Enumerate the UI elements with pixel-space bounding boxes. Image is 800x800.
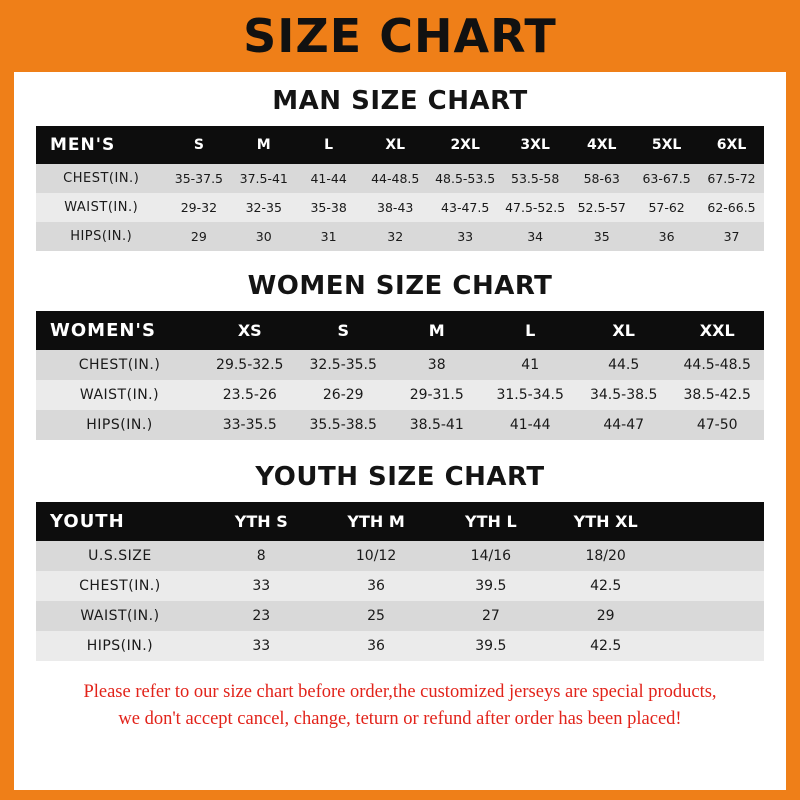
men-header-3xl: 3XL (520, 137, 550, 153)
men-hips-6xl: 37 (723, 229, 740, 244)
women-header-xxl: XXL (699, 321, 735, 340)
youth-waist-s: 23 (252, 608, 271, 624)
women-hips-xxl: 47-50 (696, 417, 738, 433)
youth-chest-label: CHEST(IN.) (79, 578, 161, 594)
women-hips-label: HIPS(IN.) (86, 417, 153, 433)
table-row (36, 631, 764, 661)
women-chest-xl: 44.5 (608, 357, 640, 373)
men-header-5xl: 5XL (651, 137, 682, 153)
note-line-2: we don't accept cancel, change, teturn or refund after order has been placed! (118, 708, 682, 729)
women-chest-l: 41 (521, 357, 540, 373)
youth-header-empty (663, 502, 764, 541)
men-chest-5xl: 63-67.5 (642, 171, 691, 186)
women-waist-xxl: 38.5-42.5 (683, 387, 751, 403)
men-header-6xl: 6XL (716, 137, 747, 153)
women-section-title: WOMEN SIZE CHART (247, 271, 553, 301)
men-chest-4xl: 58-63 (583, 171, 620, 186)
men-waist-2xl: 43-47.5 (441, 200, 490, 215)
women-table-header (36, 311, 764, 350)
youth-hips-l: 39.5 (475, 638, 507, 654)
men-waist-m: 32-35 (245, 200, 282, 215)
women-chest-label: CHEST(IN.) (78, 357, 161, 373)
youth-ussize-m: 10/12 (355, 548, 397, 564)
table-row (36, 164, 764, 193)
women-header-s: S (337, 321, 349, 340)
man-section-title: MAN SIZE CHART (272, 86, 528, 116)
youth-waist-xl: 29 (596, 608, 615, 624)
men-chest-l: 41-44 (310, 171, 347, 186)
men-chest-xl: 44-48.5 (371, 171, 420, 186)
youth-hips-s: 33 (252, 638, 271, 654)
men-waist-4xl: 52.5-57 (577, 200, 626, 215)
men-waist-s: 29-32 (180, 200, 218, 215)
men-table-body (36, 164, 764, 251)
men-hips-label: HIPS(IN.) (70, 229, 133, 244)
table-row (36, 410, 764, 440)
table-row (36, 222, 764, 251)
youth-chest-m: 36 (367, 578, 385, 594)
women-waist-label: WAIST(IN.) (79, 387, 160, 403)
men-waist-xl: 38-43 (377, 200, 414, 215)
men-waist-l: 35-38 (310, 200, 347, 215)
women-chest-xs: 29.5-32.5 (216, 357, 284, 373)
youth-waist-label: WAIST(IN.) (80, 608, 160, 624)
youth-hips-xl: 42.5 (590, 638, 622, 654)
men-hips-s: 29 (190, 229, 207, 244)
women-waist-l: 31.5-34.5 (496, 387, 564, 403)
order-policy-note (14, 679, 786, 733)
men-header-m: M (256, 137, 271, 153)
youth-ussize-s: 8 (256, 548, 266, 564)
men-hips-xl: 32 (387, 229, 404, 244)
men-hips-m: 30 (255, 229, 272, 244)
men-header-s: S (193, 137, 204, 153)
men-chest-m: 37.5-41 (239, 171, 288, 186)
youth-hips-empty (663, 631, 764, 661)
men-hips-2xl: 33 (457, 229, 474, 244)
men-chest-2xl: 48.5-53.5 (435, 171, 496, 186)
men-header-l: L (324, 137, 334, 153)
table-row (36, 350, 764, 380)
youth-ussize-l: 14/16 (470, 548, 512, 564)
women-hips-m: 38.5-41 (409, 417, 464, 433)
women-chest-s: 32.5-35.5 (309, 357, 377, 373)
women-header-xl: XL (612, 321, 635, 340)
table-row (36, 541, 764, 571)
youth-chest-l: 39.5 (475, 578, 507, 594)
youth-hips-m: 36 (367, 638, 385, 654)
youth-chest-s: 33 (252, 578, 271, 594)
page-title: SIZE CHART (243, 9, 557, 63)
women-waist-xs: 23.5-26 (222, 387, 277, 403)
men-header-4xl: 4XL (587, 137, 617, 153)
men-hips-3xl: 34 (527, 229, 544, 244)
men-hips-4xl: 35 (593, 229, 610, 244)
women-section (14, 271, 786, 440)
youth-waist-empty (663, 601, 764, 631)
youth-waist-l: 27 (481, 608, 500, 624)
men-hips-l: 31 (320, 229, 337, 244)
men-chest-6xl: 67.5-72 (707, 171, 756, 186)
table-row (36, 571, 764, 601)
youth-header-yth-s: YTH S (234, 512, 288, 531)
women-header-label: WOMEN'S (50, 320, 156, 341)
men-header-label: MEN'S (50, 135, 116, 155)
women-hips-l: 41-44 (509, 417, 551, 433)
youth-waist-m: 25 (367, 608, 385, 624)
note-line-1: Please refer to our size chart before order,the customized jerseys are special products, (83, 682, 717, 702)
youth-chest-empty (663, 571, 764, 601)
men-size-table (36, 126, 764, 251)
bottom-accent-bar (0, 790, 800, 800)
women-hips-s: 35.5-38.5 (309, 417, 377, 433)
women-hips-xl: 44-47 (603, 417, 645, 433)
youth-section-title: YOUTH SIZE CHART (255, 462, 545, 492)
banner (14, 0, 786, 72)
youth-header-label: YOUTH (50, 511, 125, 532)
youth-header-yth-m: YTH M (347, 512, 405, 531)
table-row (36, 601, 764, 631)
youth-header-yth-l: YTH L (465, 512, 517, 531)
youth-hips-label: HIPS(IN.) (86, 638, 154, 654)
women-chest-m: 38 (427, 357, 446, 373)
youth-ussize-empty (663, 541, 764, 571)
women-header-m: M (428, 321, 445, 340)
men-table-header (36, 126, 764, 164)
table-header-row (36, 311, 764, 350)
man-section (14, 86, 786, 251)
men-header-xl: XL (385, 137, 406, 153)
men-waist-label: WAIST(IN.) (64, 200, 139, 215)
table-header-row (36, 502, 764, 541)
men-chest-3xl: 53.5-58 (511, 171, 560, 186)
youth-ussize-label: U.S.SIZE (88, 548, 152, 564)
women-waist-xl: 34.5-38.5 (589, 387, 658, 403)
men-waist-5xl: 57-62 (648, 200, 685, 215)
women-waist-s: 26-29 (322, 387, 364, 403)
men-chest-s: 35-37.5 (174, 171, 223, 186)
youth-ussize-xl: 18/20 (585, 548, 626, 564)
youth-section (14, 462, 786, 661)
men-hips-5xl: 36 (658, 229, 675, 244)
men-header-2xl: 2XL (450, 137, 480, 153)
women-waist-m: 29-31.5 (409, 387, 464, 403)
table-row (36, 193, 764, 222)
youth-size-table (36, 502, 764, 661)
women-header-xs: XS (237, 321, 262, 340)
table-row (36, 380, 764, 410)
youth-table-header (36, 502, 764, 541)
men-chest-label: CHEST(IN.) (63, 171, 140, 186)
table-header-row (36, 126, 764, 164)
men-waist-6xl: 62-66.5 (707, 200, 756, 215)
women-hips-xs: 33-35.5 (222, 417, 277, 433)
women-table-body (36, 350, 764, 440)
men-waist-3xl: 47.5-52.5 (505, 200, 566, 215)
youth-table-body (36, 541, 764, 661)
women-chest-xxl: 44.5-48.5 (683, 357, 751, 373)
women-size-table (36, 311, 764, 440)
youth-chest-xl: 42.5 (590, 578, 622, 594)
women-header-l: L (525, 321, 536, 340)
youth-header-yth-xl: YTH XL (573, 512, 638, 531)
